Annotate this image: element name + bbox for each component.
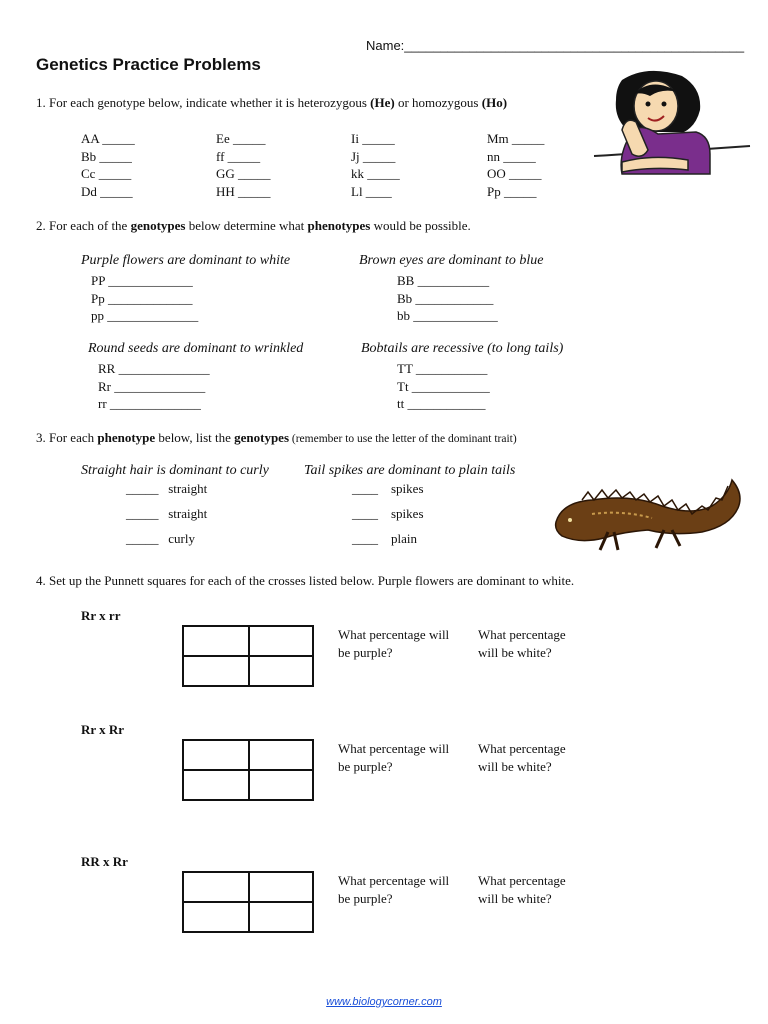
q1-item[interactable]: OO _____ — [487, 166, 542, 181]
q2-heading-eyes: Brown eyes are dominant to blue — [359, 253, 544, 268]
punnett-square[interactable] — [182, 625, 314, 687]
q1-item[interactable]: HH _____ — [216, 183, 271, 199]
q1-column-1 — [81, 130, 135, 200]
cross-label: Rr x Rr — [81, 722, 125, 737]
q1-column-3 — [351, 130, 400, 200]
q2-row[interactable]: TT ___________ — [397, 361, 488, 376]
question-4-text: 4. Set up the Punnett squares for each of the crosses listed below. Purple flowers are dominant to white. — [36, 573, 575, 588]
q1-item[interactable]: Ll ____ — [351, 183, 392, 199]
q1-item[interactable]: Cc _____ — [81, 166, 132, 181]
q2-heading-tails: Bobtails are recessive (to long tails) — [361, 341, 564, 356]
q2-row[interactable]: pp ______________ — [91, 308, 199, 323]
q1-item[interactable]: Ii _____ — [351, 131, 395, 146]
question-2-text: 2. For each of the genotypes below determine what phenotypes would be possible. — [36, 218, 471, 233]
purple-question: What percentage will be purple? — [338, 873, 450, 906]
q1-column-2 — [216, 130, 271, 200]
q1-item[interactable]: Ee _____ — [216, 131, 266, 146]
footer — [0, 993, 768, 1009]
q1-item[interactable]: Jj _____ — [351, 148, 396, 164]
footer-link[interactable]: www.biologycorner.com — [326, 996, 442, 1008]
q2-row[interactable]: Bb ____________ — [397, 290, 494, 306]
q1-item[interactable]: Mm _____ — [487, 131, 545, 146]
q2-row[interactable]: RR ______________ — [98, 361, 210, 376]
q1-item[interactable]: Bb _____ — [81, 148, 132, 164]
purple-question: What percentage will be purple? — [338, 741, 450, 774]
q3-spikes-row[interactable]: ____ spikes — [352, 506, 424, 521]
q3-heading-spikes: Tail spikes are dominant to plain tails — [304, 463, 516, 478]
page-title: Genetics Practice Problems — [36, 55, 261, 74]
question-1-text: 1. For each genotype below, indicate whether it is heterozygous (He) or homozygous (Ho) — [36, 95, 508, 110]
q1-item[interactable]: nn _____ — [487, 148, 536, 164]
q2-row[interactable]: Rr ______________ — [98, 378, 206, 394]
purple-question: What percentage will be purple? — [338, 627, 450, 660]
q2-row[interactable]: Pp _____________ — [91, 290, 193, 306]
q1-item[interactable]: AA _____ — [81, 131, 135, 146]
white-question: What percentage will be white? — [478, 873, 566, 906]
q1-item[interactable]: Dd _____ — [81, 183, 133, 199]
q2-group-flowers — [91, 272, 198, 325]
name-line: _______________________________________________ — [404, 38, 745, 53]
punnett-square[interactable] — [182, 739, 314, 801]
name-label: Name: — [366, 38, 405, 53]
q3-hair-row[interactable]: _____ straight — [126, 506, 208, 521]
q3-hair-row[interactable]: _____ curly — [126, 531, 195, 546]
q3-hair-row[interactable]: _____ straight — [126, 481, 208, 496]
q2-row[interactable]: rr ______________ — [98, 396, 201, 411]
q2-row[interactable]: BB ___________ — [397, 273, 490, 288]
cross-label: Rr x rr — [81, 608, 121, 623]
q1-item[interactable]: GG _____ — [216, 166, 271, 181]
q2-heading-seeds: Round seeds are dominant to wrinkled — [88, 341, 304, 356]
name-field[interactable] — [366, 38, 744, 53]
q1-item[interactable]: kk _____ — [351, 166, 400, 181]
q3-spikes-row[interactable]: ____ spikes — [352, 481, 424, 496]
white-question: What percentage will be white? — [478, 741, 566, 774]
lizard-illustration-icon — [552, 470, 748, 554]
q2-row[interactable]: bb _____________ — [397, 308, 498, 323]
q1-item[interactable]: ff _____ — [216, 148, 261, 164]
q1-column-4 — [487, 130, 544, 200]
punnett-square[interactable] — [182, 871, 314, 933]
q3-heading-hair: Straight hair is dominant to curly — [81, 463, 269, 478]
q2-row[interactable]: PP _____________ — [91, 273, 193, 288]
q2-heading-flowers: Purple flowers are dominant to white — [81, 253, 291, 268]
q2-group-tails — [397, 360, 490, 413]
q3-spikes-row[interactable]: ____ plain — [352, 531, 417, 546]
white-question: What percentage will be white? — [478, 627, 566, 660]
q2-row[interactable]: Tt ____________ — [397, 378, 490, 394]
q2-group-eyes — [397, 272, 498, 325]
q2-group-seeds — [98, 360, 210, 413]
q1-item[interactable]: Pp _____ — [487, 183, 537, 199]
cross-label: RR x Rr — [81, 854, 128, 869]
question-3-text: 3. For each phenotype below, list the genotypes (remember to use the letter of the dominant trait) — [36, 430, 517, 445]
girl-illustration-icon — [592, 70, 752, 190]
q2-row[interactable]: tt ____________ — [397, 396, 486, 411]
